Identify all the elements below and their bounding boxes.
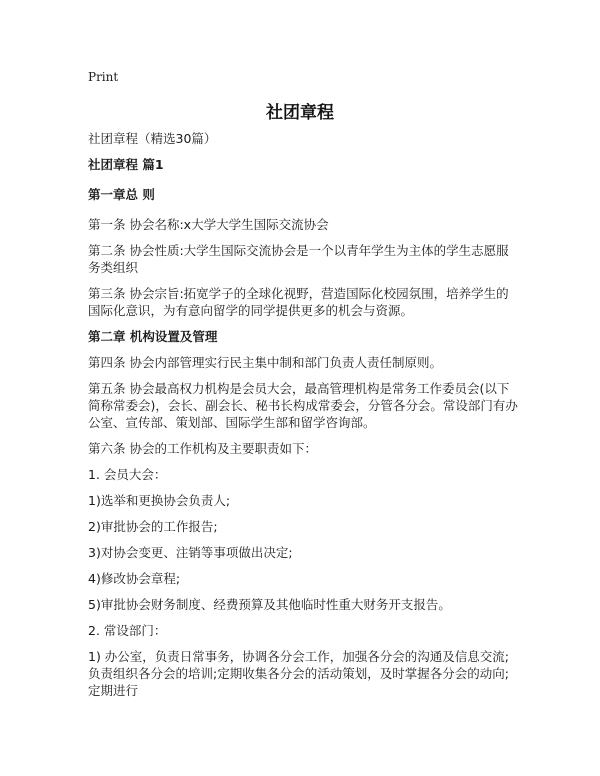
chapter-heading: 第一章总 则 <box>88 187 155 202</box>
paragraph: 第一条 协会名称:x大学大学生国际交流协会 <box>88 217 329 232</box>
paragraph-subtitle: 社团章程（精选30篇） <box>88 131 217 146</box>
list-item: 1)选举和更换协会负责人; <box>88 493 231 508</box>
list-item: 1) 办公室，负责日常事务，协调各分会工作，加强各分会的沟通及信息交流;负责组织各分会的培训;定期收集各分会的活动策划，及时掌握各分会的动向;定期进行 <box>88 649 510 698</box>
paragraph: 第六条 协会的工作机构及主要职责如下： <box>88 441 317 456</box>
paragraph: 第五条 协会最高权力机构是会员大会，最高管理机构是常务工作委员会(以下简称常委会)，会长、副会长、秘书长构成常委会，分管各分会。常设部门有办公室、宣传部、策划部、国际学生部和留学咨询部。 <box>88 381 518 430</box>
paragraph: 第二条 协会性质:大学生国际交流协会是一个以青年学生为主体的学生志愿服务类组织 <box>88 243 509 275</box>
section-heading: 社团章程 篇1 <box>88 157 164 172</box>
list-heading: 2. 常设部门： <box>88 623 167 638</box>
chapter-heading: 第二章 机构设置及管理 <box>88 329 218 344</box>
print-label: Print <box>88 70 119 84</box>
paragraph: 第三条 协会宗旨:拓宽学子的全球化视野，营造国际化校园氛围，培养学生的国际化意识，为有意向留学的同学提供更多的机会与资源。 <box>88 286 509 318</box>
document-title: 社团章程 <box>266 103 334 123</box>
list-item: 5)审批协会财务制度、经费预算及其他临时性重大财务开支报告。 <box>88 597 451 612</box>
list-heading: 1. 会员大会： <box>88 467 167 482</box>
list-item: 4)修改协会章程; <box>88 571 181 586</box>
paragraph: 第四条 协会内部管理实行民主集中制和部门负责人责任制原则。 <box>88 355 442 370</box>
list-item: 2)审批协会的工作报告; <box>88 519 218 534</box>
list-item: 3)对协会变更、注销等事项做出决定; <box>88 545 293 560</box>
document-body <box>88 130 518 708</box>
